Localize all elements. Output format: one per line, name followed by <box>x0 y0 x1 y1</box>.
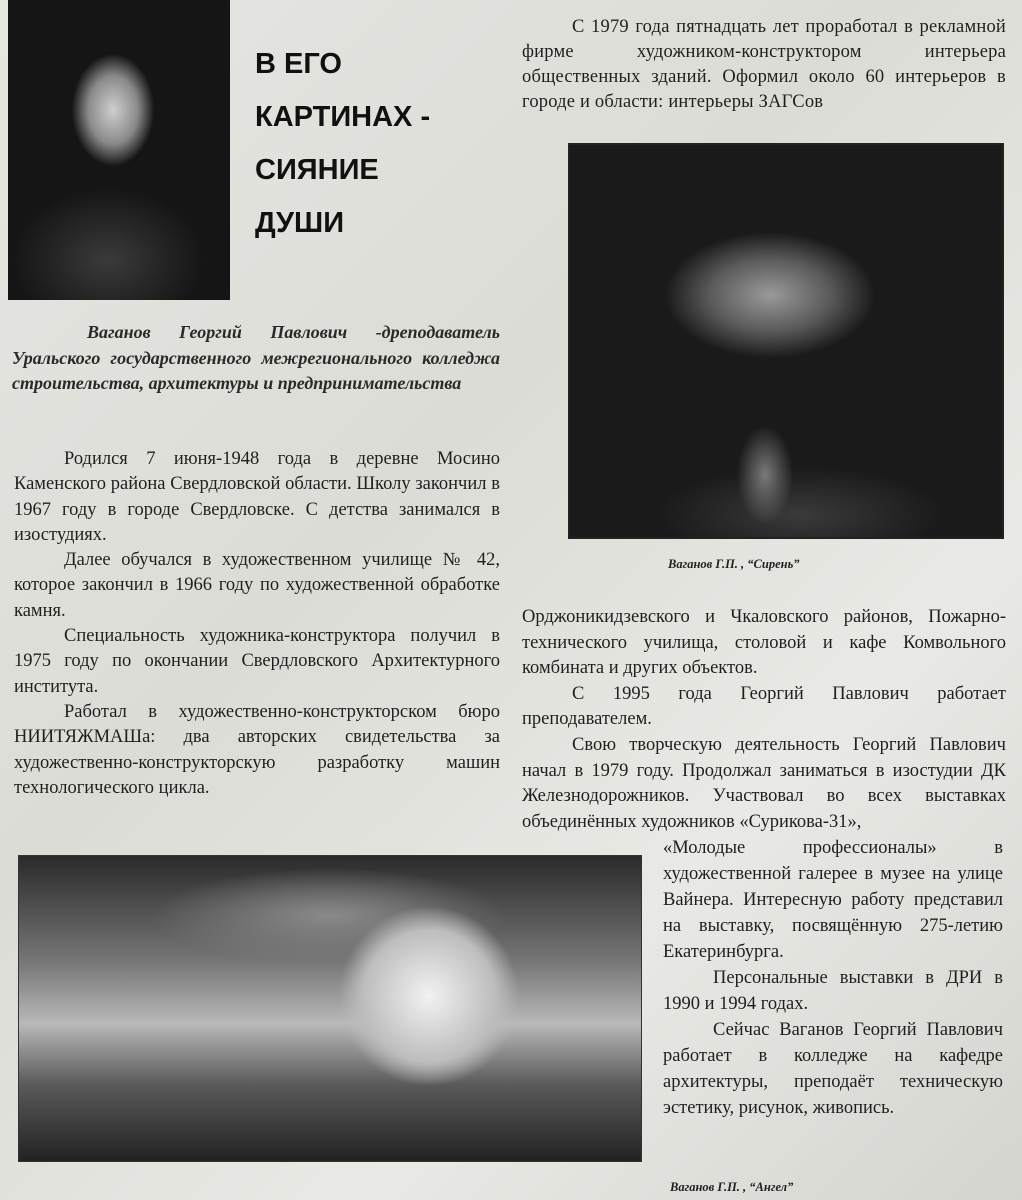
paragraph: Далее обучался в художественном училище № 42, которое закончил в 1966 году по художественной обработке камня. <box>14 550 500 621</box>
paragraph: Орджоникидзевского и Чкаловского районов, Пожарно-технического училища, столовой и кафе Комвольного комбината и других объектов. <box>522 607 1006 679</box>
left-column <box>14 447 500 801</box>
article-title <box>255 38 515 250</box>
painting-caption: Ваганов Г.П. , “Сирень” <box>668 557 800 571</box>
painting-caption: Ваганов Г.П. , “Ангел” <box>670 1180 794 1194</box>
paragraph: «Молодые профессионалы» в художественной галерее в музее на улице Вайнера. Интересную работу представил на выставку, посвящённую 275-летию Екатеринбурга. <box>663 838 1003 962</box>
right-column-top <box>522 15 1006 115</box>
paragraph: Специальность художника-конструктора получил в 1975 году по окончании Свердловского Архитектурного института. <box>14 626 500 697</box>
title-line: В ЕГО <box>255 48 342 80</box>
title-line: КАРТИНАХ - <box>255 101 431 133</box>
paragraph: Работал в художественно-конструкторском бюро НИИТЯЖМАШа: два авторских свидетельства за художественно-конструкторскую разработку машин технологического цикла. <box>14 701 500 798</box>
title-line: ДУШИ <box>255 207 345 239</box>
title-line: СИЯНИЕ <box>255 154 379 186</box>
portrait-photo <box>8 0 230 300</box>
paragraph: Свою творческую деятельность Георгий Павлович начал в 1979 году. Продолжал заниматься в изостудии ДК Железнодорожников. Участвовал во всех выставках объединённых художников «Сурикова-31», <box>522 734 1006 832</box>
paragraph: С 1995 года Георгий Павлович работает преподавателем. <box>522 683 1006 730</box>
right-column-bottom <box>663 835 1003 1121</box>
painting-lilac <box>568 143 1004 539</box>
author-intro: Ваганов Георгий Павлович -дреподаватель Уральского государственного межрегионального колледжа строительства, архитектуры и предпринимательства <box>12 322 500 393</box>
paragraph: Родился 7 июня-1948 года в деревне Мосино Каменского района Свердловской области. Школу закончил в 1967 году в городе Свердловске. С детства занимался в изостудиях. <box>14 449 500 545</box>
right-column-middle <box>522 605 1006 835</box>
paragraph: Сейчас Ваганов Георгий Павлович работает в колледже на кафедре архитектуры, преподаёт техническую эстетику, рисунок, живопись. <box>663 1020 1003 1118</box>
paragraph: С 1979 года пятнадцать лет проработал в рекламной фирме художником-конструктором интерьера общественных зданий. Оформил около 60 интерьеров в городе и области: интерьеры ЗАГСов <box>522 17 1006 112</box>
painting-angel <box>18 855 642 1162</box>
paragraph: Персональные выставки в ДРИ в 1990 и 1994 годах. <box>663 968 1003 1014</box>
